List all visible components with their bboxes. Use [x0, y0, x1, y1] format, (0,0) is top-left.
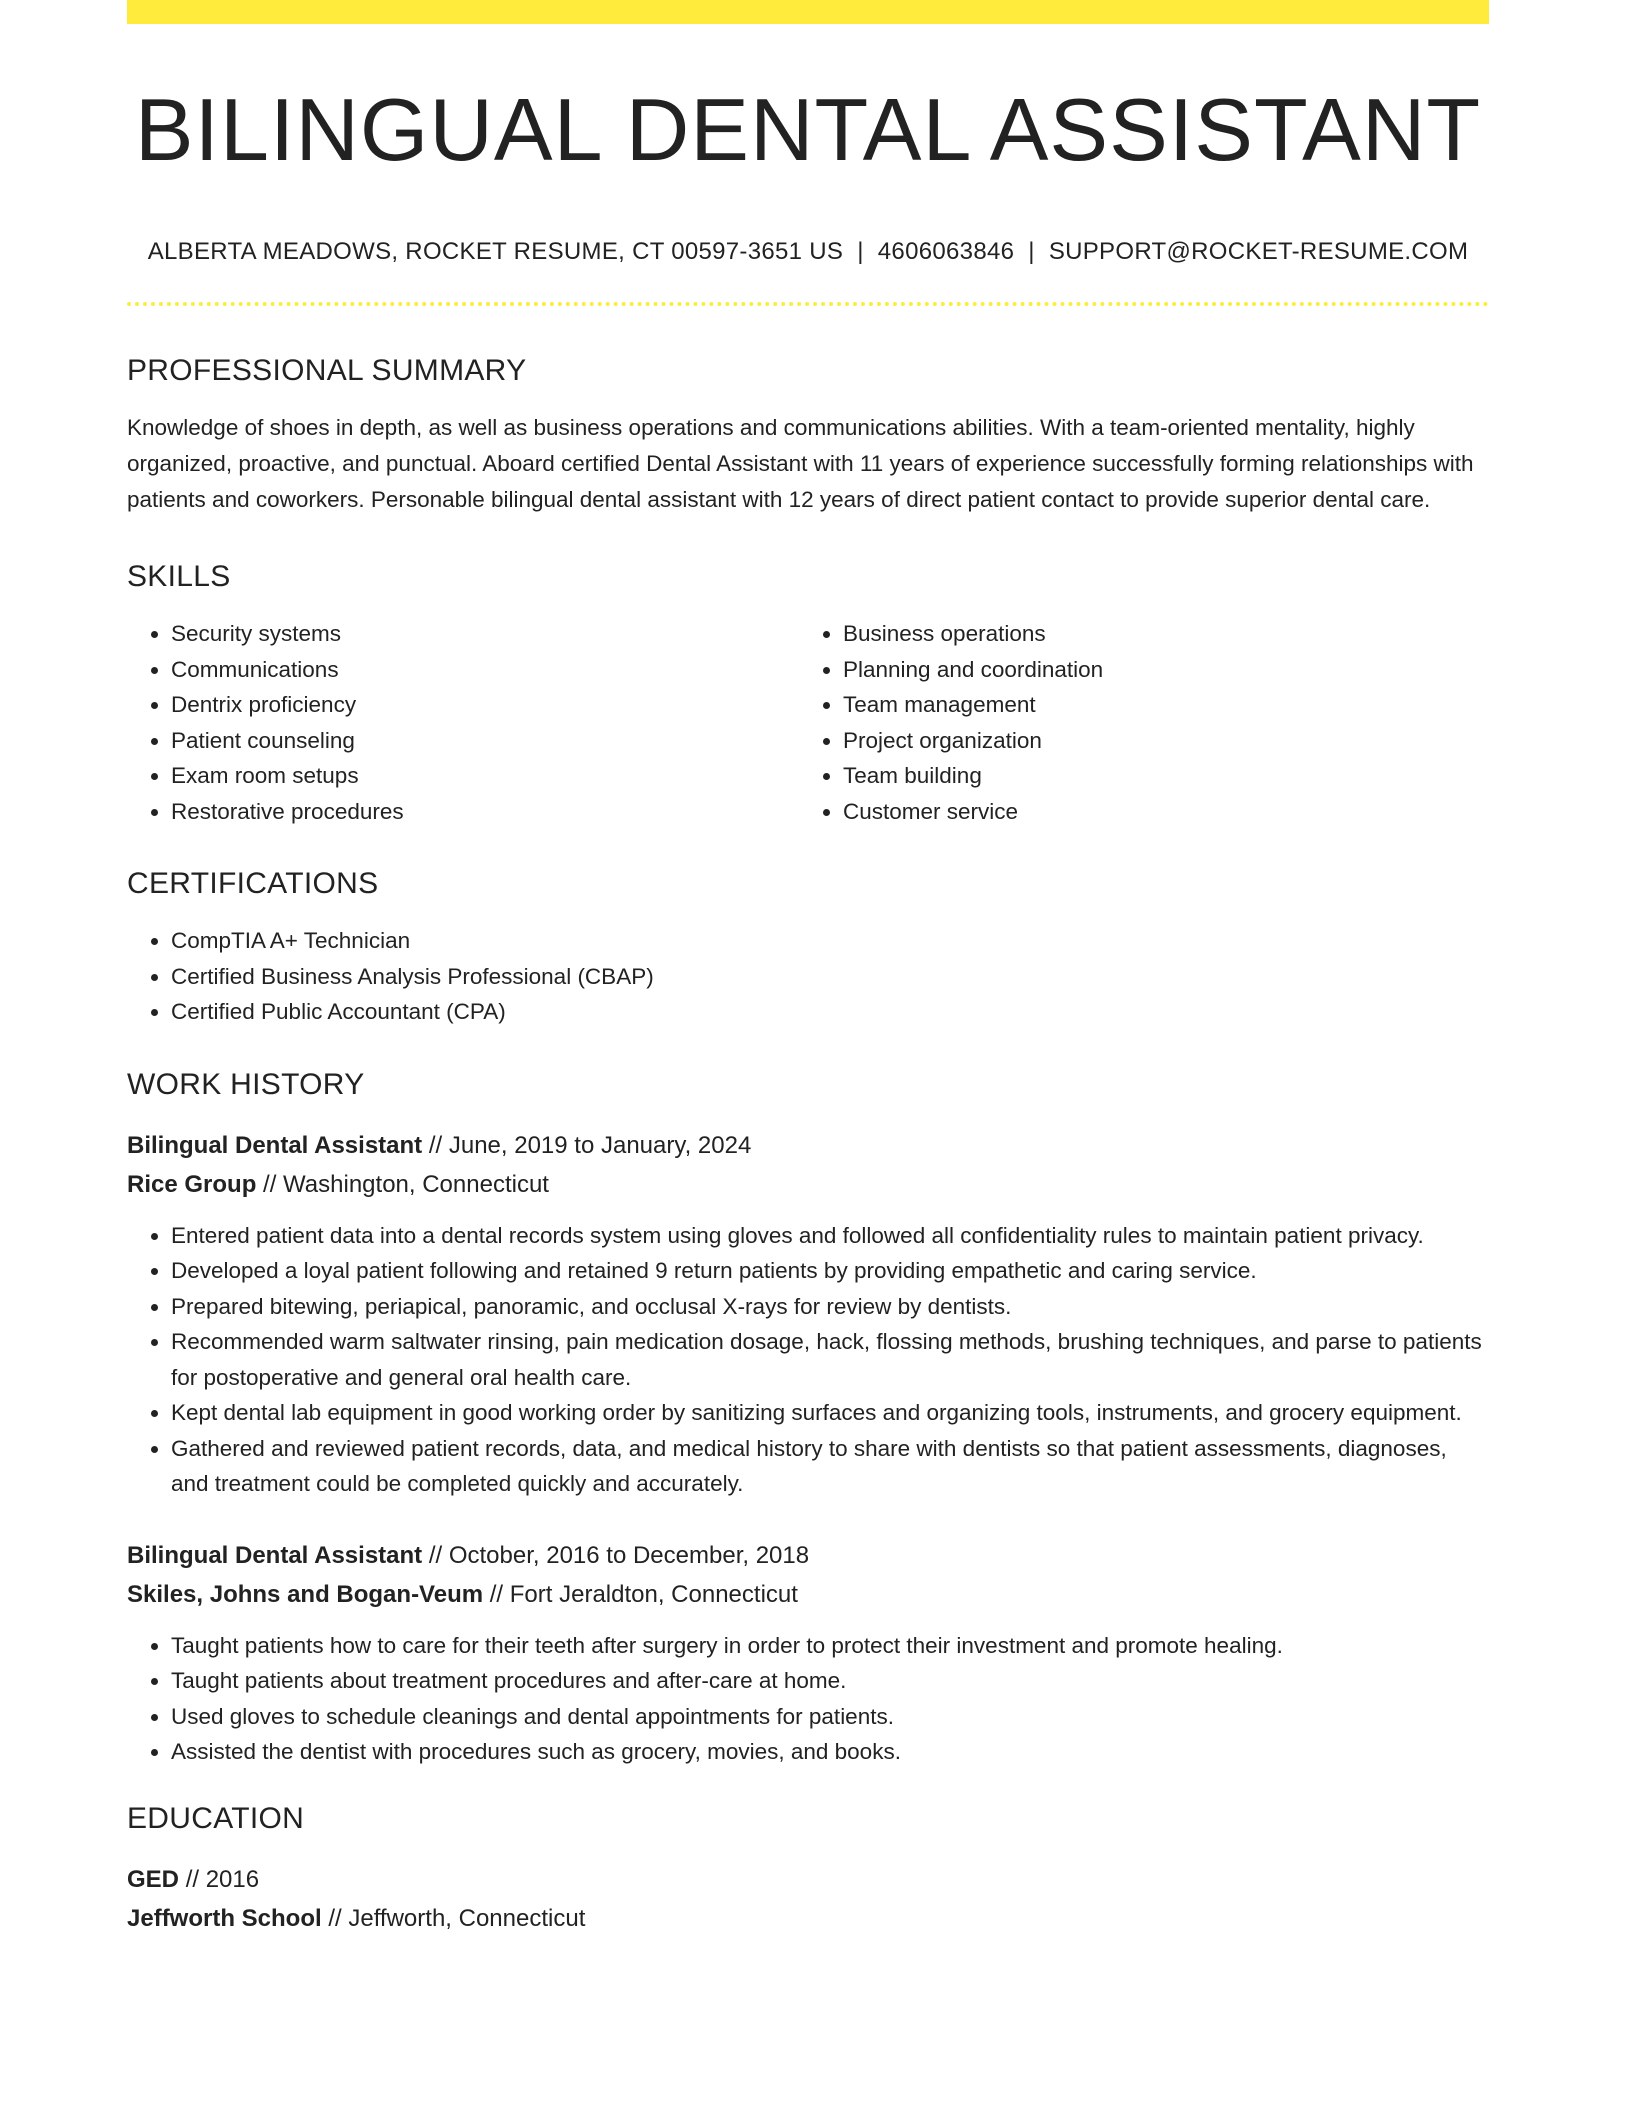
job-bullet: • Prepared bitewing, periapical, panoramic, and occlusal X-rays for review by dentists. — [171, 1289, 1489, 1325]
skills-left-list — [127, 616, 799, 829]
certifications-heading: CERTIFICATIONS — [127, 867, 379, 900]
job-company: Rice Group — [127, 1170, 257, 1198]
education-year: // 2016 — [185, 1865, 260, 1893]
education-school: Jeffworth School — [127, 1904, 322, 1932]
accent-bar — [127, 0, 1489, 24]
certification-item: • Certified Public Accountant (CPA) — [171, 994, 1489, 1030]
job-company-line — [127, 1165, 1489, 1204]
job-bullet-list — [127, 1628, 1489, 1770]
skill-item: • Planning and coordination — [843, 652, 1471, 688]
skill-item: • Project organization — [843, 723, 1471, 759]
contact-line — [127, 240, 1489, 264]
skills-right-column — [799, 616, 1471, 829]
certifications-list — [127, 923, 1489, 1030]
job-bullet: • Gathered and reviewed patient records, data, and medical history to share with dentists so that patient assessments, diagnoses, and treatment could be completed quickly and accurately. — [171, 1431, 1489, 1502]
job-company-line — [127, 1575, 1489, 1614]
job-title: Bilingual Dental Assistant — [127, 1131, 423, 1159]
job-bullet: • Taught patients about treatment procedures and after-care at home. — [171, 1663, 1489, 1699]
education-degree-line — [127, 1860, 1489, 1899]
skill-item: • Security systems — [171, 616, 799, 652]
job-bullet: • Used gloves to schedule cleanings and dental appointments for patients. — [171, 1699, 1489, 1735]
skill-item: • Team building — [843, 758, 1471, 794]
skill-item: • Exam room setups — [171, 758, 799, 794]
skills-left-column — [127, 616, 799, 829]
job-title-line — [127, 1536, 1489, 1575]
job-bullet: • Developed a loyal patient following and retained 9 return patients by providing empathetic and caring service. — [171, 1253, 1489, 1289]
job-bullet: • Kept dental lab equipment in good working order by sanitizing surfaces and organizing tools, instruments, and grocery equipment. — [171, 1395, 1489, 1431]
job-dates: // June, 2019 to January, 2024 — [428, 1131, 752, 1159]
contact-email: SUPPORT@ROCKET-RESUME.COM — [1048, 238, 1469, 265]
certification-item: • Certified Business Analysis Professional (CBAP) — [171, 959, 1489, 995]
resume-title: BILINGUAL DENTAL ASSISTANT — [134, 80, 1482, 179]
job-location: // Fort Jeraldton, Connecticut — [489, 1580, 798, 1608]
job-company: Skiles, Johns and Bogan-Veum — [127, 1580, 484, 1608]
job-title: Bilingual Dental Assistant — [127, 1541, 423, 1569]
job-bullet: • Recommended warm saltwater rinsing, pain medication dosage, hack, flossing methods, brushing techniques, and parse to patients for postoperative and general oral health care. — [171, 1324, 1489, 1395]
summary-text: Knowledge of shoes in depth, as well as business operations and communications abilities. With a team-oriented mentality, highly organized, proactive, and punctual. Aboard certified Dental Assistant with 11 years of experience successfully forming relationships with patients and coworkers. Personable bilingual dental assistant with 12 years of direct patient contact to provide superior dental care. — [127, 415, 1474, 512]
resume-page — [127, 0, 1489, 1938]
job-title-line — [127, 1126, 1489, 1165]
contact-separator: | — [1028, 238, 1035, 265]
skills-columns — [127, 616, 1489, 829]
certification-item: • CompTIA A+ Technician — [171, 923, 1489, 959]
education-school-line — [127, 1899, 1489, 1938]
contact-separator: | — [857, 238, 864, 265]
education-degree: GED — [127, 1865, 180, 1893]
skill-item: • Dentrix proficiency — [171, 687, 799, 723]
summary-heading: PROFESSIONAL SUMMARY — [127, 354, 527, 387]
skill-item: • Customer service — [843, 794, 1471, 830]
skill-item: • Team management — [843, 687, 1471, 723]
work-history-heading: WORK HISTORY — [127, 1067, 365, 1101]
header-divider — [127, 302, 1489, 306]
job-bullet: • Entered patient data into a dental records system using gloves and followed all confidentiality rules to maintain patient privacy. — [171, 1218, 1489, 1254]
skill-item: • Business operations — [843, 616, 1471, 652]
job-bullet: • Assisted the dentist with procedures such as grocery, movies, and books. — [171, 1734, 1489, 1770]
skill-item: • Patient counseling — [171, 723, 799, 759]
job-bullet: • Taught patients how to care for their teeth after surgery in order to protect their investment and promote healing. — [171, 1628, 1489, 1664]
contact-phone: 4606063846 — [877, 238, 1015, 265]
education-heading: EDUCATION — [127, 1801, 305, 1835]
skill-item: • Restorative procedures — [171, 794, 799, 830]
education-location: // Jeffworth, Connecticut — [328, 1904, 586, 1932]
job-bullet-list — [127, 1218, 1489, 1502]
skills-right-list — [799, 616, 1471, 829]
skills-heading: SKILLS — [127, 560, 231, 593]
contact-address: ALBERTA MEADOWS, ROCKET RESUME, CT 00597-3651 US — [147, 238, 844, 265]
job-location: // Washington, Connecticut — [263, 1170, 549, 1198]
job-dates: // October, 2016 to December, 2018 — [428, 1541, 810, 1569]
skill-item: • Communications — [171, 652, 799, 688]
